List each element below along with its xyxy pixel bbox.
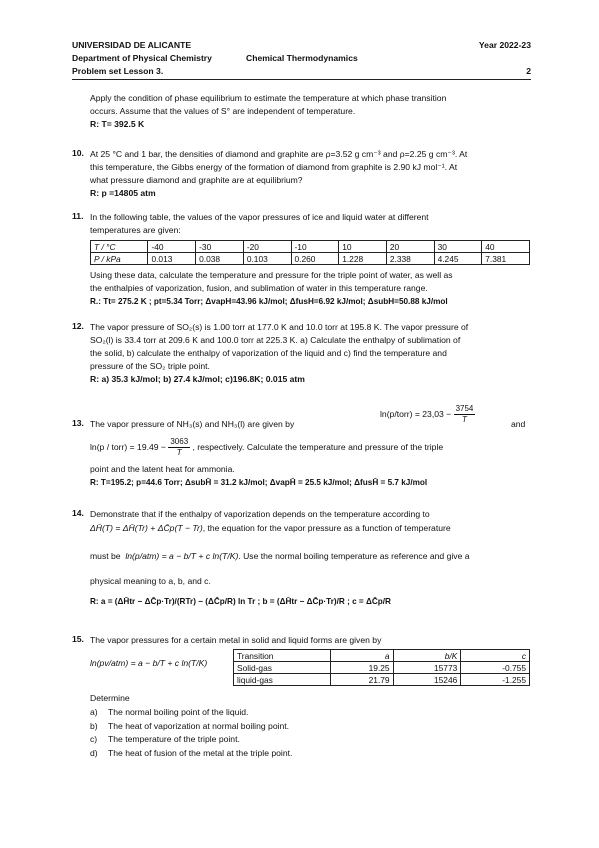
text-line: what pressure diamond and graphite are at equilibrium? <box>90 175 303 185</box>
problem-13-line1: The vapor pressure of NH₃(s) and NH₃(l) are given by <box>90 419 295 429</box>
enthalpy-equation: ΔH̄(T) = ΔH̄(Tr) + ΔC̄p(T − Tr) <box>90 523 203 533</box>
table-cell: 21.79 <box>331 674 393 686</box>
denominator: T <box>176 448 182 457</box>
table-row <box>91 253 530 265</box>
determine-label: Determine <box>90 693 130 703</box>
text-line: the solid, b) calculate the enthalpy of vaporization of the liquid and c) find the temperature and <box>90 348 447 358</box>
table-cell: 0.103 <box>243 253 291 265</box>
text-line: this temperature, the Gibbs energy of the formation of diamond from graphite is 2.90 kJ mol⁻¹. At <box>90 162 458 172</box>
table-header: b/K <box>393 650 461 662</box>
table-header: a <box>331 650 393 662</box>
table-cell: 15773 <box>393 662 461 674</box>
table-cell: 30 <box>434 241 482 253</box>
text-line: Apply the condition of phase equilibrium to estimate the temperature at which phase transition <box>90 93 447 103</box>
table-cell: 15246 <box>393 674 461 686</box>
text-line: temperatures are given: <box>90 225 181 235</box>
equation-lhs: ln(p / torr) = 19.49 − <box>90 441 166 452</box>
answer: R: a) 35.3 kJ/mol; b) 27.4 kJ/mol; c)196.8K; 0.015 atm <box>90 374 305 384</box>
table-cell: P / kPa <box>91 253 148 265</box>
problem-number: 15. <box>72 634 84 644</box>
problem-10 <box>90 148 530 200</box>
answer: R.: Tt= 275.2 K ; pt=5.34 Torr; ΔvapH=43.96 kJ/mol; ΔfusH=6.92 kJ/mol; ΔsubH=50.88 kJ/mol <box>90 297 448 306</box>
table-cell: T / °C <box>91 241 148 253</box>
problem-number: 13. <box>72 418 84 428</box>
answer: R: p =14805 atm <box>90 188 156 198</box>
table-row <box>234 650 530 662</box>
text-line: the enthalpies of vaporization, fusion, and sublimation of water in this temperature range. <box>90 283 428 293</box>
table-cell: 19.25 <box>331 662 393 674</box>
fraction <box>454 404 476 425</box>
text-line: occurs. Assume that the values of S° are independent of temperature. <box>90 106 356 116</box>
text-line: . Use the normal boiling temperature as reference and give a <box>238 551 470 561</box>
text-line: At 25 °C and 1 bar, the densities of diamond and graphite are ρ=3.52 g cm⁻³ and ρ=2.25 g cm⁻³. At <box>90 149 468 159</box>
fraction <box>168 437 190 458</box>
list-item: a) The normal boiling point of the liquid. <box>90 707 249 717</box>
table-cell: 7.381 <box>482 253 530 265</box>
table-row <box>91 241 530 253</box>
transition-table <box>233 649 530 686</box>
academic-year: Year 2022-23 <box>478 40 531 50</box>
text-line: In the following table, the values of the vapor pressures of ice and liquid water at different <box>90 212 429 222</box>
problem-number: 11. <box>72 211 84 221</box>
table-cell: 10 <box>339 241 387 253</box>
problem-15-line1: The vapor pressures for a certain metal in solid and liquid forms are given by <box>90 635 382 645</box>
table-cell: liquid-gas <box>234 674 331 686</box>
answer: R: T=195.2; p=44.6 Torr; ΔsubH̄ = 31.2 kJ/mol; ΔvapH̄ = 25.5 kJ/mol; ΔfusH̄ = 5.7 kJ/mol <box>90 478 428 487</box>
header-rule <box>72 79 531 80</box>
problem-set-title: Problem set Lesson 3. <box>72 66 164 76</box>
text-line: The vapor pressure of SO₂(s) is 1.00 torr at 177.0 K and 10.0 torr at 195.8 K. The vapor pressure of <box>90 322 469 332</box>
table-cell: 1.228 <box>339 253 387 265</box>
text-line: pressure of the SO₂ triple point. <box>90 361 210 371</box>
table-cell: 4.245 <box>434 253 482 265</box>
table-cell: 20 <box>386 241 434 253</box>
page-number: 2 <box>526 66 531 76</box>
problem-number: 14. <box>72 508 84 518</box>
metal-vapor-pressure-equation: ln(pv/atm) = a − b/T + c ln(T/K) <box>90 658 208 668</box>
list-item: b) The heat of vaporization at normal boiling point. <box>90 720 290 731</box>
text-and: and <box>511 419 526 429</box>
table-row <box>234 674 530 686</box>
vapor-pressure-equation: ln(p/atm) = a − b/T + c ln(T/K) <box>125 551 239 561</box>
list-item: c) The temperature of the triple point. <box>90 734 240 744</box>
table-cell: Solid-gas <box>234 662 331 674</box>
table-cell: -10 <box>291 241 339 253</box>
equation-nh3-solid <box>380 404 475 425</box>
problem-13-body <box>90 463 530 489</box>
text-line: must be <box>90 551 121 561</box>
problem-12 <box>90 321 535 386</box>
list-item: d) The heat of fusion of the metal at the triple point. <box>90 747 293 758</box>
text-line: , the equation for the vapor pressure as a function of temperature <box>202 523 451 533</box>
table-header: c <box>461 650 530 662</box>
problem-number: 12. <box>72 321 84 331</box>
course-name: Chemical Thermodynamics <box>246 53 358 63</box>
answer: R: T= 392.5 K <box>90 119 145 129</box>
table-header: Transition <box>234 650 331 662</box>
text-line: point and the latent heat for ammonia. <box>90 464 235 474</box>
vapor-pressure-table <box>90 240 530 265</box>
problem-14-line4: physical meaning to a, b, and c. <box>90 576 211 586</box>
numerator: 3063 <box>170 437 189 446</box>
table-cell: -20 <box>243 241 291 253</box>
text-line: , respectively. Calculate the temperature and pressure of the triple <box>192 441 444 452</box>
table-cell: 0.013 <box>148 253 196 265</box>
university-name: UNIVERSIDAD DE ALICANTE <box>72 40 192 50</box>
problem-14-line3 <box>90 550 535 563</box>
numerator: 3754 <box>455 404 474 413</box>
text-line: SO₂(l) is 33.4 torr at 209.6 K and 100.0 torr at 225.3 K. a) Calculate the enthalpy of sublimation of <box>90 335 461 345</box>
problem-11-intro <box>90 211 530 237</box>
table-cell: 0.038 <box>196 253 244 265</box>
table-cell: 2.338 <box>386 253 434 265</box>
problem-14-line2 <box>90 522 535 535</box>
table-cell: 0.260 <box>291 253 339 265</box>
text-line: Using these data, calculate the temperature and pressure for the triple point of water, as well as <box>90 270 453 280</box>
problem-11-body <box>90 269 535 308</box>
department-name: Department of Physical Chemistry <box>72 53 212 63</box>
table-cell: 40 <box>482 241 530 253</box>
table-cell: -30 <box>196 241 244 253</box>
problem-number: 10. <box>72 148 84 158</box>
equation-nh3-liquid <box>90 437 443 458</box>
table-cell: -0.755 <box>461 662 530 674</box>
problem-9-continuation <box>90 92 530 131</box>
table-cell: -40 <box>148 241 196 253</box>
question-list <box>90 706 292 760</box>
problem-14-line1: Demonstrate that if the enthalpy of vaporization depends on the temperature according to <box>90 509 430 519</box>
denominator: T <box>462 415 467 424</box>
table-cell: -1.255 <box>461 674 530 686</box>
answer: R: a = (ΔH̄tr − ΔC̄p·Tr)/(RTr) − (ΔC̄p/R) ln Tr ; b = (ΔH̄tr − ΔC̄p·Tr)/R ; c = ΔC̄p/R <box>90 597 391 606</box>
equation-lhs: ln(p/torr) = 23,03 − <box>380 408 452 419</box>
table-row <box>234 662 530 674</box>
